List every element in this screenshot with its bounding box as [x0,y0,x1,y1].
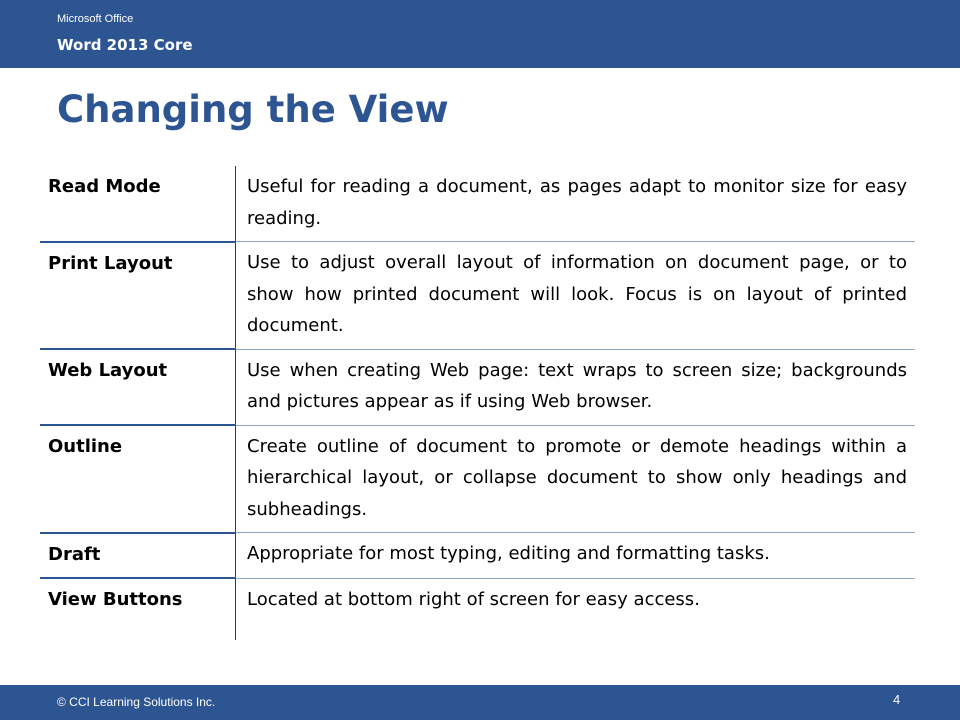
row-description: Appropriate for most typing, editing and formatting tasks. [236,533,916,579]
table-row [40,349,915,425]
row-term: Read Mode [40,166,236,242]
row-term: View Buttons [40,578,236,640]
copyright-text: © CCI Learning Solutions Inc. [57,695,216,709]
view-modes-table [40,166,915,640]
row-description: Use to adjust overall layout of information on document page, or to show how printed document will look. Focus is on layout of printed document. [236,242,916,350]
page-title: Changing the View [57,88,449,131]
page-number: 4 [893,692,901,707]
header-bar [0,0,960,68]
row-term: Draft [40,533,236,579]
row-description: Create outline of document to promote or demote headings within a hierarchical layout, or collapse document to show only headings and subheadings. [236,425,916,533]
row-term: Print Layout [40,242,236,350]
table-row [40,533,915,579]
row-description: Use when creating Web page: text wraps to screen size; backgrounds and pictures appear as if using Web browser. [236,349,916,425]
brand-course-title: Word 2013 Core [57,36,193,54]
table-row [40,242,915,350]
table-row [40,578,915,640]
row-term: Outline [40,425,236,533]
row-description: Located at bottom right of screen for easy access. [247,588,700,610]
brand-product-family: Microsoft Office [57,13,134,25]
row-description: Useful for reading a document, as pages adapt to monitor size for easy reading. [236,166,916,242]
row-term: Web Layout [40,349,236,425]
table-row [40,425,915,533]
table-row [40,166,915,242]
